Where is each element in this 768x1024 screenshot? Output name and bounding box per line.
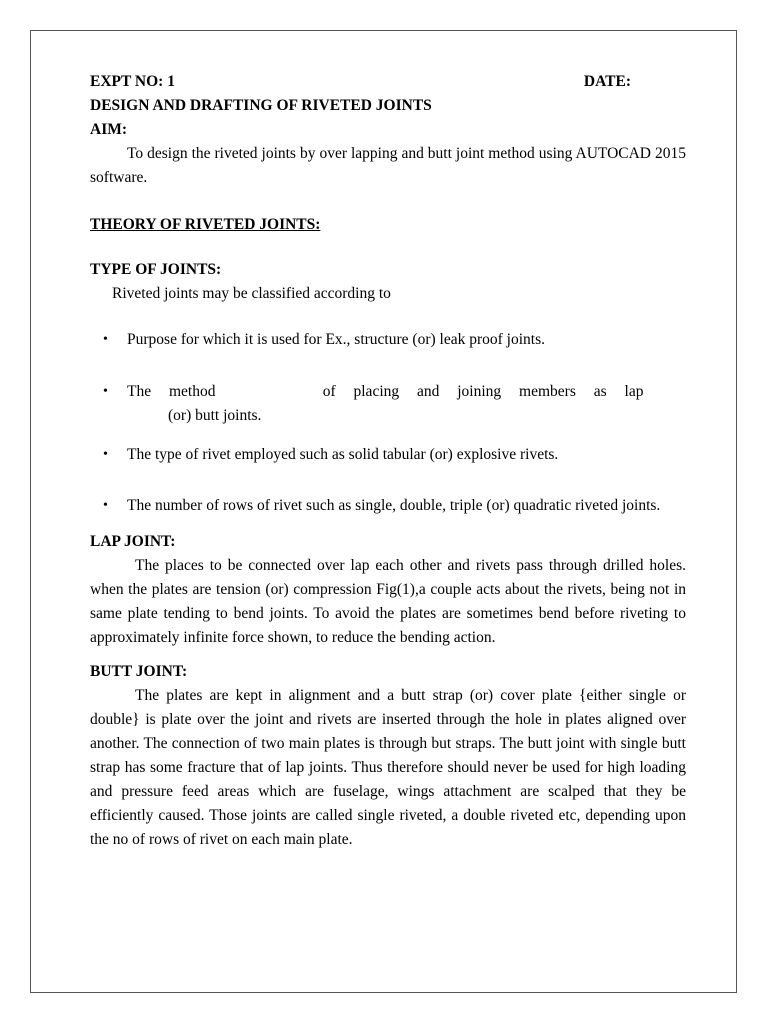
list-item — [90, 328, 686, 352]
list-item-continuation: (or) butt joints. — [168, 407, 262, 424]
bullet-icon: • — [103, 498, 108, 513]
theory-heading: THEORY OF RIVETED JOINTS: — [90, 216, 321, 233]
bullet-icon: • — [103, 447, 108, 462]
types-heading: TYPE OF JOINTS: — [90, 261, 222, 278]
expt-number: EXPT NO: 1 — [90, 73, 175, 90]
list-item — [90, 380, 686, 428]
aim-heading: AIM: — [90, 121, 128, 138]
list-item — [90, 443, 686, 467]
list-item-text: Purpose for which it is used for Ex., structure (or) leak proof joints. — [127, 331, 545, 348]
butt-joint-text: The plates are kept in alignment and a butt strap (or) cover plate {either single or double} is plate over the joint and rivets are inserted through the hole in plates aligned over another. The connection of two main plates is through but straps. The butt joint with single butt strap has some fracture that of lap joints. Thus therefore should never be used for high loading and pressure feed areas which are fuselage, wings attachment are scalped that they be efficiently caused. Those joints are called single riveted, a double riveted etc, depending upon the no of rows of rivet on each main plate. — [90, 687, 686, 848]
list-item-text: The number of rows of rivet such as single, double, triple (or) quadratic riveted joints. — [127, 497, 661, 514]
types-intro: Riveted joints may be classified according to — [112, 285, 391, 302]
header-row — [90, 70, 686, 94]
document-title: DESIGN AND DRAFTING OF RIVETED JOINTS — [90, 97, 432, 114]
bullet-icon: • — [103, 332, 108, 347]
lap-joint-text: The places to be connected over lap each other and rivets pass through drilled holes. when the plates are tension (or) compression Fig(1),a couple acts about the rivets, being not in same plate tending to bend joints. To avoid the plates are sometimes bend before riveting to approximately infinite force shown, to reduce the bending action. — [90, 557, 686, 646]
document-body — [90, 70, 686, 852]
list-item — [90, 494, 686, 518]
joint-type-list — [90, 328, 686, 518]
list-item-text: The type of rivet employed such as solid tabular (or) explosive rivets. — [127, 446, 559, 463]
date-label: DATE: — [583, 73, 631, 90]
bullet-icon: • — [103, 384, 108, 399]
lap-joint-heading: LAP JOINT: — [90, 533, 176, 550]
butt-joint-heading: BUTT JOINT: — [90, 663, 188, 680]
aim-text: To design the riveted joints by over lapping and butt joint method using AUTOCAD 2015 software. — [90, 145, 686, 186]
list-item-text: The method of placing and joining members as lap — [127, 383, 644, 400]
